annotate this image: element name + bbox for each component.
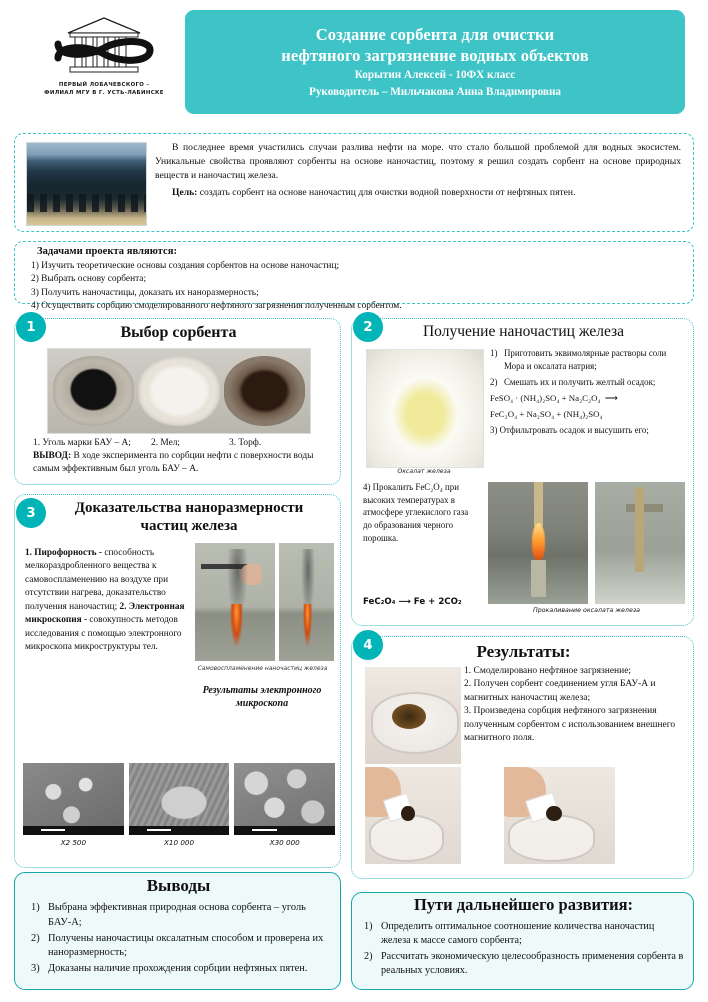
sorbent-bowls-photo bbox=[47, 348, 311, 434]
supervisor-name: Руководитель – Мильчакова Анна Владимировна bbox=[308, 86, 561, 99]
section-4-panel bbox=[351, 636, 694, 879]
future-item bbox=[364, 920, 686, 949]
intro-goal bbox=[155, 186, 681, 200]
conclusion-item-text: Доказаны наличие прохождения сорбции нефтяных пятен. bbox=[48, 963, 308, 975]
tasks-panel bbox=[14, 241, 694, 312]
section-4-badge: 4 bbox=[353, 630, 383, 660]
magnetic-removal-photo bbox=[504, 767, 615, 864]
task-item: 1) Изучить теоретические основы создания сорбентов на основе наночастиц; bbox=[31, 261, 340, 271]
conclusion-number: 2) bbox=[31, 932, 40, 944]
conclusion-label: ВЫВОД: bbox=[33, 450, 72, 461]
conclusion-item bbox=[31, 901, 331, 931]
final-reaction-equation: FeC₂O₄ ⟶ Fe + 2CO₂ bbox=[363, 597, 462, 607]
tasks-list bbox=[31, 260, 686, 313]
microscopy-title-line1: Результаты электронного bbox=[202, 685, 322, 696]
step-number: 2) bbox=[490, 376, 498, 387]
sem-caption: X2 500 bbox=[60, 838, 87, 847]
logo-line-2: ФИЛИАЛ МГУ В Г. УСТЬ-ЛАБИНСКЕ bbox=[44, 90, 164, 97]
result-item: 3. Произведена сорбция нефтяного загрязнения полученным сорбентом с использованием внешнего магнитного поля. bbox=[464, 706, 676, 744]
ignition-caption: Самовоспламенение наночастиц железа bbox=[197, 665, 328, 672]
section-1-legend bbox=[33, 437, 329, 476]
step-item bbox=[490, 347, 688, 374]
step-text: Приготовить эквимолярные растворы соли Мора и оксалата натрия; bbox=[504, 348, 667, 372]
task-item: 4) Осуществить сорбцию смоделированного нефтяного загрязнения полученным сорбентом. bbox=[31, 301, 402, 312]
section-2-panel bbox=[351, 318, 694, 626]
logo-caption bbox=[44, 81, 164, 98]
intro-panel bbox=[14, 133, 694, 232]
section-3-badge: 3 bbox=[16, 498, 46, 528]
microscopy-label: 2. Электронная микроскопия - bbox=[25, 601, 185, 626]
legend-item-3: 3. Торф. bbox=[229, 438, 262, 448]
future-number: 2) bbox=[364, 950, 373, 962]
task-item: 3) Получить наночастицы, доказать их наноразмерность; bbox=[31, 287, 259, 298]
step-3-text: 3) Отфильтровать осадок и высушить его; bbox=[490, 425, 649, 436]
step-text: Смешать их и получить желтый осадок; bbox=[504, 376, 656, 387]
sem-image-row bbox=[23, 763, 335, 835]
result-item: 1. Смоделировано нефтяное загрязнение; bbox=[464, 666, 632, 676]
pyrophoricity-text: способность мелкораздробленного вещества к самовоспламенению на воздухе при отсутствии нагрева, доказательство получения наночастиц; bbox=[25, 548, 169, 612]
conclusion-item-text: Выбрана эффективная природная основа сорбента – уголь БАУ-А; bbox=[48, 902, 306, 928]
sem-image-x2500 bbox=[23, 763, 124, 835]
author-name: Корытин Алексей - 10ФХ класс bbox=[354, 69, 516, 81]
calcination-flame-photo bbox=[488, 482, 588, 604]
task-item: 2) Выбрать основу сорбента; bbox=[31, 274, 147, 285]
future-development-list bbox=[364, 920, 686, 980]
goal-text: создать сорбент на основе наночастиц для очистки водной поверхности от нефтяных пятен. bbox=[199, 186, 576, 198]
logo-line-1: ПЕРВЫЙ ЛОБАЧЕВСКОГО - bbox=[58, 82, 150, 88]
logo-building-icon bbox=[44, 14, 164, 80]
sem-caption: X10 000 bbox=[163, 838, 195, 847]
ignition-photo-2 bbox=[279, 543, 334, 661]
future-development-panel bbox=[351, 892, 694, 990]
sem-caption: X30 000 bbox=[269, 838, 300, 847]
microscopy-results-title bbox=[183, 685, 341, 710]
reaction-equation-line-2: FeC₂O₄ + Na₂SO₄ + (NH₄)₂SO₄ bbox=[490, 409, 603, 420]
sorbent-application-photo bbox=[365, 767, 461, 864]
intro-paragraph: В последнее время участились случаи разлива нефти на море. что стало большой проблемой для водных экосистем. Уникальные свойства проявляют сорбенты на основе наночастиц, поэтому я решил создать сорбент на основе природных веществ и наночастиц железа. bbox=[155, 142, 681, 182]
intro-text bbox=[155, 141, 681, 202]
future-development-title: Пути дальнейшего развития: bbox=[413, 895, 634, 914]
section-2-title: Получение наночастиц железа bbox=[422, 323, 625, 340]
section-1-badge: 1 bbox=[16, 312, 46, 342]
calcination-tube-photo bbox=[595, 482, 685, 604]
step-number: 1) bbox=[490, 348, 498, 358]
university-logo bbox=[30, 14, 178, 116]
conclusion-text: В ходе эксперимента по сорбции нефти с поверхности воды самым эффективным был уголь БАУ – А. bbox=[33, 450, 314, 474]
conclusions-title: Выводы bbox=[146, 876, 211, 895]
legend-item-1: 1. Уголь марки БАУ – А; bbox=[33, 438, 131, 448]
future-item-text: Рассчитать экономическую целесообразность применения сорбента в реальных условиях. bbox=[381, 950, 684, 977]
conclusion-number: 1) bbox=[31, 902, 40, 913]
ignition-photo-1 bbox=[195, 543, 275, 661]
conclusions-list bbox=[31, 901, 331, 978]
oil-spill-photo bbox=[26, 142, 147, 226]
iron-oxalate-photo bbox=[366, 349, 484, 468]
future-item bbox=[364, 950, 686, 979]
future-number: 1) bbox=[364, 921, 373, 932]
poster-header bbox=[0, 0, 708, 124]
section-4-results-list bbox=[464, 665, 682, 746]
poster-title-line2: нефтяного загрязнение водных объектов bbox=[281, 45, 589, 65]
equation-reactants: FeSO₄ · (NH₄)₂SO₄ + Na₂C₂O₄ bbox=[490, 393, 601, 404]
iron-oxalate-caption: Оксалат железа bbox=[397, 468, 451, 475]
section-3-title-line2: частиц железа bbox=[140, 518, 238, 535]
title-card bbox=[185, 10, 685, 114]
microscopy-title-line2: микроскопа bbox=[235, 697, 289, 709]
section-3-panel bbox=[14, 494, 341, 868]
pyrophoricity-label: 1. Пирофорность - bbox=[25, 548, 102, 558]
microscopy-text: совокупность методов исследования с помощью электронного микроскопа микроструктуры тел. bbox=[25, 615, 182, 653]
reaction-equation-line-1 bbox=[490, 392, 688, 405]
conclusion-item bbox=[31, 962, 331, 977]
section-3-title bbox=[41, 499, 337, 536]
calcination-caption: Прокаливание оксалата железа bbox=[532, 607, 641, 614]
legend-item-2: 2. Мел; bbox=[151, 438, 181, 448]
poster-title-line1: Создание сорбента для очистки bbox=[315, 24, 555, 44]
section-3-title-line1: Доказательства наноразмерности bbox=[74, 500, 304, 516]
future-item-text: Определить оптимальное соотношение количества наночастиц железа к массе самого сорбента; bbox=[381, 921, 655, 947]
section-1-conclusion bbox=[33, 450, 329, 476]
sem-image-x30000 bbox=[234, 763, 335, 835]
conclusion-item bbox=[31, 932, 331, 962]
section-4-title: Результаты: bbox=[476, 642, 571, 661]
section-1-panel bbox=[14, 318, 341, 485]
section-2-badge: 2 bbox=[353, 312, 383, 342]
section-1-title: Выбор сорбента bbox=[120, 324, 237, 341]
conclusion-item-text: Получены наночастицы оксалатным способом и проверена их наноразмерность; bbox=[48, 932, 324, 959]
section-3-text bbox=[25, 547, 191, 655]
tasks-title: Задачами проекта являются: bbox=[37, 246, 177, 257]
sem-caption-row bbox=[23, 838, 335, 847]
goal-label: Цель: bbox=[172, 186, 198, 198]
result-item: 2. Получен сорбент соединением угля БАУ-А и магнитных наночастиц железа; bbox=[464, 679, 656, 703]
step-4-text: 4) Прокалить FeC₂O₄ при высоких температурах в атмосфере углекислого газа до образования черного порошка. bbox=[363, 482, 469, 543]
step-item bbox=[490, 376, 688, 389]
arrow-icon: ⟶ bbox=[602, 393, 618, 404]
section-2-steps bbox=[490, 347, 688, 438]
oil-contamination-dish-photo bbox=[365, 667, 461, 764]
sem-image-x10000 bbox=[129, 763, 230, 835]
conclusion-number: 3) bbox=[31, 963, 40, 975]
conclusions-panel bbox=[14, 872, 341, 990]
